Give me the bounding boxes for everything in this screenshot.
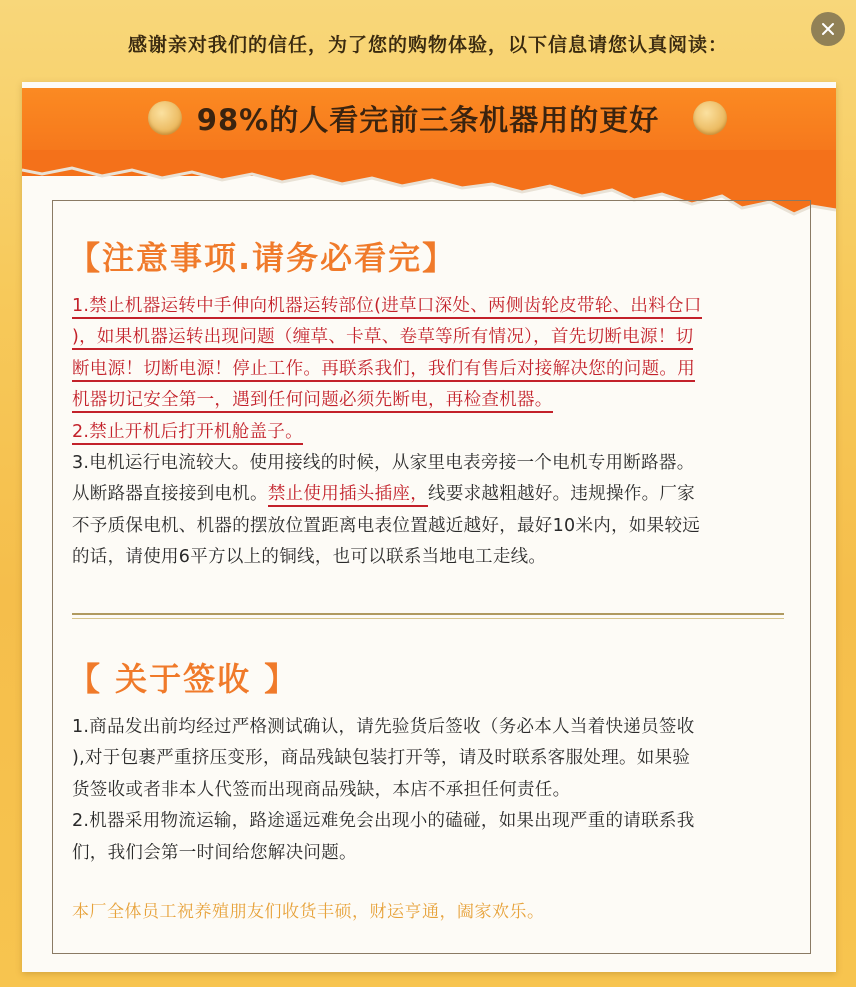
receipt-line: ),对于包裹严重挤压变形，商品残缺包装打开等，请及时联系客服处理。如果验	[72, 748, 691, 769]
notice-line: 机器切记安全第一，遇到任何问题必须先断电，再检查机器。	[72, 385, 792, 416]
receipt-line: 货签收或者非本人代签而出现商品残缺，本店不承担任何责任。	[72, 779, 571, 800]
notice-line: 2.禁止开机后打开机舱盖子。	[72, 417, 792, 448]
banner-title: 98%的人看完前三条机器用的更好	[196, 103, 660, 137]
notice-body	[72, 291, 792, 574]
footer-note: 本厂全体员工祝养殖朋友们收货丰硕，财运亨通，阖家欢乐。	[72, 902, 545, 922]
notice-line: 断电源！切断电源！停止工作。再联系我们，我们有售后对接解决您的问题。用	[72, 354, 792, 385]
receipt-body	[72, 712, 792, 869]
notice-title: 【注意事项.请务必看完】	[68, 239, 457, 277]
notice-line: 从断路器直接接到电机。禁止使用插头插座，线要求越粗越好。违规操作。厂家	[72, 479, 792, 510]
notice-line: 的话，请使用6平方以上的铜线，也可以联系当地电工走线。	[72, 547, 547, 568]
header-text: 感谢亲对我们的信任，为了您的购物体验，以下信息请您认真阅读：	[127, 34, 728, 56]
warning-highlight: 禁止使用插头插座，	[268, 484, 428, 507]
notice-line: 1.禁止机器运转中手伸向机器运转部位(进草口深处、两侧齿轮皮带轮、出料仓口	[72, 291, 792, 322]
notice-line: )，如果机器运转出现问题（缠草、卡草、卷草等所有情况），首先切断电源！切	[72, 322, 792, 353]
receipt-title: 【 关于签收 】	[68, 660, 299, 698]
notice-line: 不予质保电机、机器的摆放位置距离电表位置越近越好，最好10米内，如果较远	[72, 515, 701, 536]
section-divider	[72, 613, 784, 615]
receipt-line: 2.机器采用物流运输，路途遥远难免会出现小的磕碰，如果出现严重的请联系我	[72, 811, 695, 832]
receipt-line: 1.商品发出前均经过严格测试确认，请先验货后签收（务必本人当着快递员签收	[72, 717, 695, 737]
section-divider-thin	[72, 618, 784, 619]
receipt-line: 们，我们会第一时间给您解决问题。	[72, 842, 357, 863]
notice-line: 3.电机运行电流较大。使用接线的时候，从家里电表旁接一个电机专用断路器。	[72, 452, 695, 473]
